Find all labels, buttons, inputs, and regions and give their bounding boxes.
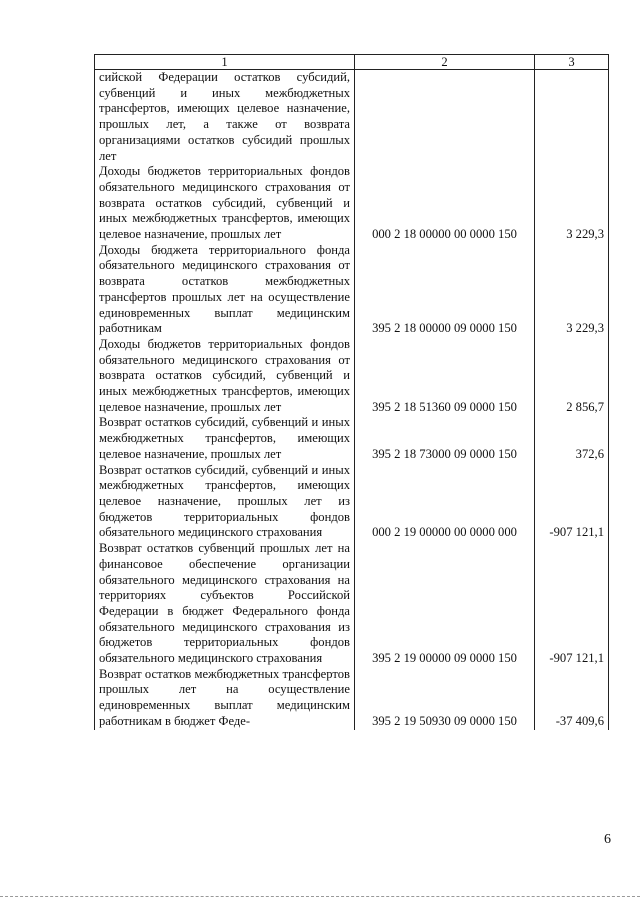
- table-row: [95, 337, 609, 416]
- row-amount: 372,6: [535, 415, 609, 462]
- row-code: 000 2 19 00000 00 0000 000: [355, 463, 535, 542]
- row-amount: [535, 70, 609, 165]
- row-amount: 3 229,3: [535, 164, 609, 243]
- row-code: 000 2 18 00000 00 0000 150: [355, 164, 535, 243]
- row-description: Возврат остатков субвенций прошлых лет на финансовое обеспечение организации обязательного медицинского страхования на территориях субъектов Российской Федерации в бюджет Федерального фонда обязательного медицинского страхования из бюджетов территориальных фондов обязательного медицинского страхования: [95, 541, 355, 667]
- row-description: Доходы бюджета территориального фонда обязательного медицинского страхования от возврата остатков межбюджетных трансфертов прошлых лет на осуществление единовременных выплат медицинским работникам: [95, 243, 355, 337]
- table-row: [95, 541, 609, 667]
- row-description: Возврат остатков субсидий, субвенций и иных межбюджетных трансфертов, имеющих целевое назначение, прошлых лет: [95, 415, 355, 462]
- row-amount: -907 121,1: [535, 463, 609, 542]
- column-header-2: 2: [355, 55, 535, 70]
- row-code: 395 2 18 00000 09 0000 150: [355, 243, 535, 337]
- table-row: [95, 243, 609, 337]
- page-number: 6: [604, 832, 611, 847]
- row-code: 395 2 18 51360 09 0000 150: [355, 337, 535, 416]
- budget-table: [94, 54, 609, 730]
- row-description: Возврат остатков межбюджетных трансфертов прошлых лет на осуществление единовременных выплат медицинским работникам в бюджет Феде-: [95, 667, 355, 730]
- column-header-3: 3: [535, 55, 609, 70]
- table-row: [95, 415, 609, 462]
- table-row: [95, 667, 609, 730]
- row-code: 395 2 18 73000 09 0000 150: [355, 415, 535, 462]
- row-code: 395 2 19 00000 09 0000 150: [355, 541, 535, 667]
- row-description: Доходы бюджетов территориальных фондов обязательного медицинского страхования от возврата остатков субсидий, субвенций и иных межбюджетных трансфертов, имеющих целевое назначение, прошлых лет: [95, 337, 355, 416]
- row-amount: 3 229,3: [535, 243, 609, 337]
- row-description: сийской Федерации остатков субсидий, субвенций и иных межбюджетных трансфертов, имеющих целевое назначение, прошлых лет, а также от возврата организациями остатков субсидий прошлых лет: [95, 70, 355, 165]
- row-description: Возврат остатков субсидий, субвенций и иных межбюджетных трансфертов, имеющих целевое назначение, прошлых лет из бюджетов территориальных фондов обязательного медицинского страхования: [95, 463, 355, 542]
- table-row: [95, 164, 609, 243]
- row-code: [355, 70, 535, 165]
- row-description: Доходы бюджетов территориальных фондов обязательного медицинского страхования от возврата остатков субсидий, субвенций и иных межбюджетных трансфертов, имеющих целевое назначение, прошлых лет: [95, 164, 355, 243]
- row-amount: -907 121,1: [535, 541, 609, 667]
- row-amount: -37 409,6: [535, 667, 609, 730]
- row-amount: 2 856,7: [535, 337, 609, 416]
- column-header-1: 1: [95, 55, 355, 70]
- table-header-row: [95, 55, 609, 70]
- footer-divider: [0, 896, 640, 898]
- table-row: [95, 70, 609, 165]
- table-row: [95, 463, 609, 542]
- row-code: 395 2 19 50930 09 0000 150: [355, 667, 535, 730]
